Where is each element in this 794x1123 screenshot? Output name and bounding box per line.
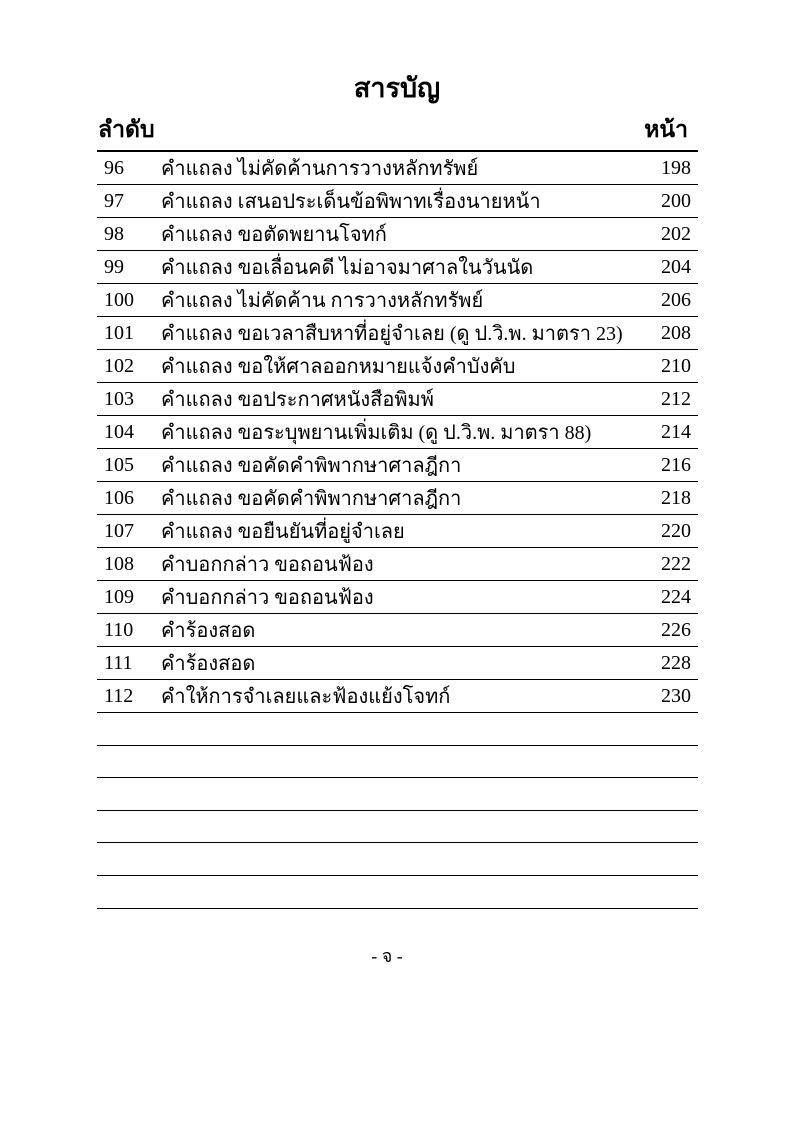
row-page: 226 bbox=[661, 618, 691, 641]
row-number: 103 bbox=[104, 387, 134, 410]
row-description: คำแถลง ขอระบุพยานเพิ่มเติม (ดู ป.วิ.พ. มาตรา 88) bbox=[161, 422, 592, 444]
row-page: 204 bbox=[661, 255, 691, 278]
row-page: 208 bbox=[661, 321, 691, 344]
table-row bbox=[97, 416, 698, 449]
blank-row bbox=[97, 778, 698, 811]
row-number: 110 bbox=[104, 618, 134, 641]
table-row bbox=[97, 218, 698, 251]
row-description: คำร้องสอด bbox=[161, 653, 256, 675]
row-page: 214 bbox=[661, 420, 691, 443]
row-description: คำแถลง ขอเวลาสืบหาที่อยู่จำเลย (ดู ป.วิ.พ. มาตรา 23) bbox=[161, 323, 623, 345]
table-row bbox=[97, 284, 698, 317]
row-page: 228 bbox=[661, 651, 691, 674]
page-title: สารบัญ bbox=[353, 73, 441, 103]
blank-row bbox=[97, 811, 698, 844]
row-number: 112 bbox=[104, 684, 134, 707]
row-description: คำแถลง ขอประกาศหนังสือพิมพ์ bbox=[161, 389, 434, 411]
row-number: 104 bbox=[104, 420, 134, 443]
row-description: คำแถลง ขอคัดคำพิพากษาศาลฎีกา bbox=[161, 488, 462, 510]
row-description: คำแถลง เสนอประเด็นข้อพิพาทเรื่องนายหน้า bbox=[161, 191, 541, 213]
blank-row bbox=[97, 713, 698, 746]
row-number: 100 bbox=[104, 288, 134, 311]
toc-header-row bbox=[97, 114, 698, 152]
column-header-page: หน้า bbox=[644, 117, 688, 142]
table-row bbox=[97, 581, 698, 614]
table-row bbox=[97, 317, 698, 350]
row-number: 105 bbox=[104, 453, 134, 476]
table-row bbox=[97, 152, 698, 185]
blank-rows bbox=[97, 713, 698, 909]
row-page: 200 bbox=[661, 189, 691, 212]
page-number-footer: - จ - bbox=[371, 946, 403, 966]
row-number: 99 bbox=[104, 255, 124, 278]
row-page: 230 bbox=[661, 684, 691, 707]
row-page: 202 bbox=[661, 222, 691, 245]
column-header-order: ลำดับ bbox=[98, 117, 155, 142]
row-description: คำให้การจำเลยและฟ้องแย้งโจทก์ bbox=[161, 686, 451, 708]
row-number: 107 bbox=[104, 519, 134, 542]
row-description: คำแถลง ขอคัดคำพิพากษาศาลฎีกา bbox=[161, 455, 462, 477]
row-description: คำแถลง ขอให้ศาลออกหมายแจ้งคำบังคับ bbox=[161, 356, 516, 378]
row-page: 216 bbox=[661, 453, 691, 476]
row-description: คำแถลง ขอตัดพยานโจทก์ bbox=[161, 224, 387, 246]
row-description: คำแถลง ขอยืนยันที่อยู่จำเลย bbox=[161, 521, 405, 543]
table-row bbox=[97, 515, 698, 548]
row-page: 224 bbox=[661, 585, 691, 608]
table-row bbox=[97, 548, 698, 581]
row-description: คำร้องสอด bbox=[161, 620, 256, 642]
toc-rows bbox=[97, 152, 698, 713]
table-row bbox=[97, 647, 698, 680]
row-number: 97 bbox=[104, 189, 124, 212]
row-page: 212 bbox=[661, 387, 691, 410]
row-page: 206 bbox=[661, 288, 691, 311]
row-description: คำแถลง ขอเลื่อนคดี ไม่อาจมาศาลในวันนัด bbox=[161, 257, 534, 279]
row-number: 96 bbox=[104, 156, 124, 179]
row-number: 108 bbox=[104, 552, 134, 575]
blank-row bbox=[97, 746, 698, 779]
row-number: 106 bbox=[104, 486, 134, 509]
row-page: 222 bbox=[661, 552, 691, 575]
table-row bbox=[97, 383, 698, 416]
row-page: 198 bbox=[661, 156, 691, 179]
row-page: 220 bbox=[661, 519, 691, 542]
table-row bbox=[97, 251, 698, 284]
table-row bbox=[97, 185, 698, 218]
row-description: คำบอกกล่าว ขอถอนฟ้อง bbox=[161, 554, 374, 576]
row-page: 218 bbox=[661, 486, 691, 509]
row-description: คำบอกกล่าว ขอถอนฟ้อง bbox=[161, 587, 374, 609]
row-number: 98 bbox=[104, 222, 124, 245]
row-number: 111 bbox=[104, 651, 133, 674]
table-row bbox=[97, 614, 698, 647]
table-row bbox=[97, 680, 698, 713]
table-row bbox=[97, 449, 698, 482]
row-number: 101 bbox=[104, 321, 134, 344]
blank-row bbox=[97, 843, 698, 876]
blank-row bbox=[97, 876, 698, 909]
table-row bbox=[97, 482, 698, 515]
table-row bbox=[97, 350, 698, 383]
row-page: 210 bbox=[661, 354, 691, 377]
toc-table bbox=[97, 114, 698, 909]
row-description: คำแถลง ไม่คัดค้านการวางหลักทรัพย์ bbox=[161, 158, 479, 180]
row-number: 109 bbox=[104, 585, 134, 608]
row-description: คำแถลง ไม่คัดค้าน การวางหลักทรัพย์ bbox=[161, 290, 484, 312]
row-number: 102 bbox=[104, 354, 134, 377]
